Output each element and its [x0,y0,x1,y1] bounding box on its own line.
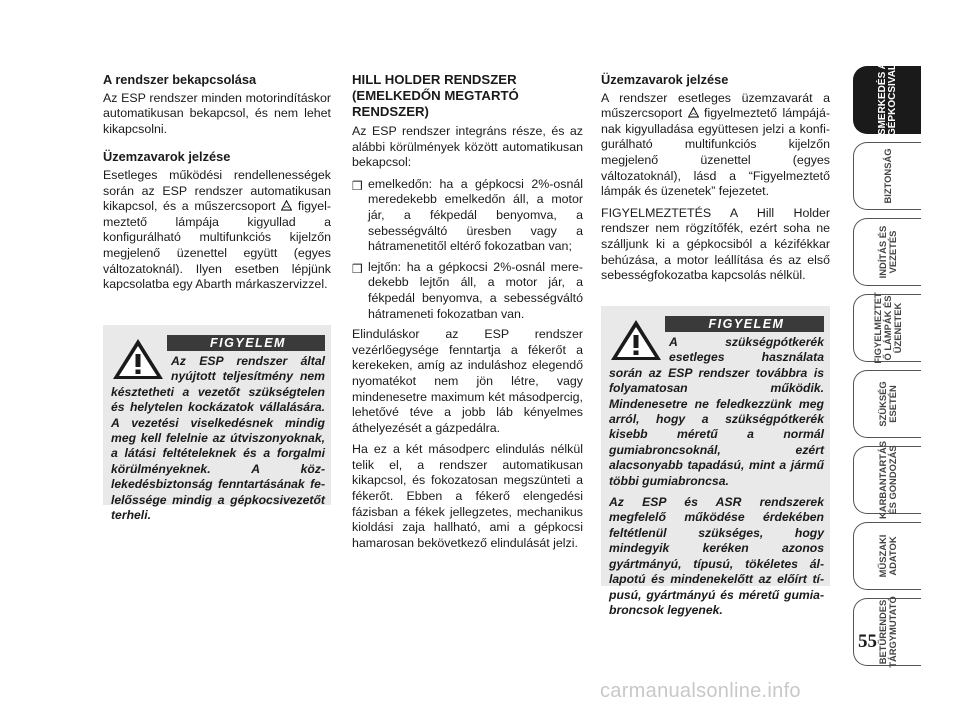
heading-fault-signal: Üzemzavarok jelzése [103,149,231,165]
esp-lamp-icon [688,107,699,118]
tab-label: FIGYELMEZTET Ő LÁMPÁK ÉS ÜZENETEK [871,292,903,364]
tab-getting-to-know[interactable] [853,62,921,138]
warning-banner: FIGYELEM [167,335,325,351]
warning-triangle-icon [609,318,663,362]
heading-fault-signal-2: Üzemzavarok jelzése [601,72,729,87]
column-2 [352,72,583,557]
heading-system-activation: A rendszer bekapcsolása [103,72,257,87]
warning-box-spare-wheel [601,306,830,617]
tab-label: BETŰRENDES TÁRGYMUTATÓ [876,596,898,668]
tab-label: INDÍTÁS ÉS VEZETÉS [876,225,898,279]
paragraph-hill-holder-warning: FIGYELMEZTETÉS A Hill Holder rendszer nem rögzítőfék, ezért soha ne szálljunk ki a gépkocsiból a kézifékkar behúzása, a motor leállítása és az első sebességfokozatba kapcsolás nélkül. [601,205,830,283]
warning-box-esp [103,325,331,523]
tab-safety[interactable] [853,142,921,210]
esp-lamp-icon [281,200,292,211]
paragraph-hill-holder-intro: Az ESP rendszer integráns része, és az alábbi körülmények között automatikusan bekapcsol: [352,124,583,170]
tab-technical-data[interactable] [853,522,921,590]
tab-label: KARBANTARTÁS ÉS GONDOZÁS [876,441,898,519]
paragraph-fault-signal: Esetleges működési rendellenességek során az ESP rendszer automatikusan kikapcsol, és a műszercsoport figyelmeztető lámpája kigyullad a konfigurálható multifunkciós kijelzőn megjelenő üzenettel együtt (egyes változatoknál). Ilyen esetben lépjünk kapcsolatba egy Abarth márkaszervizzel. [103,167,331,292]
column-1 [103,72,331,299]
warning-text: A szükségpótkerék esetleges használata során az ESP rendszer továbbra is folyamatosan működik. Mindenesetre ne feledkezzünk meg arról, hogy a szükségpótkerék kisebb méretű a normál gumiabroncsoknál, ezért alacsonyabb tapadású, mint a jármű többi gumiabroncsa. [609,335,824,488]
watermark: carmanualsonline.info [600,680,801,702]
page-number: 55 [858,631,877,652]
checkbox-bullet-icon: ❒ [352,178,363,193]
tab-starting-driving[interactable] [853,218,921,286]
column-3 [601,72,830,290]
checkbox-bullet-icon: ❒ [352,261,363,276]
warning-banner: FIGYELEM [665,316,824,332]
tab-label: BIZTONSÁG [881,148,893,204]
paragraph-hill-holder-release: Ha ez a két másodperc elindulás nélkül telik el, a rendszer automatikusan kikapcsol, és fokozatosan megszünteti a fékerőt. Ebben a fékerő elengedési fázisban a fékek jellegzetes, mechanikus kioldási zaja hallható, ami a gépkocsi hamarosan bekövetkező elindulását jelzi. [352,442,583,550]
paragraph-fault-signal-2: A rendszer esetleges üzemzavarát a műszercsoport figyelmeztető lámpájának kigyulladása együttesen jelzi a konfigurálható multifunkciós kijelzőn megjelenő üzenettel (egyes változatoknál), lásd a “Figyelmeztető lámpák és üzenetek” fejezetet. [601,90,830,199]
tab-maintenance[interactable] [853,441,921,519]
warning-text: Az ESP rendszer által nyújtott teljesítmény nem késztetheti a vezetőt szükségtelen és helytelen kockázatok vállalására. A vezetési viselkedésnek mindig meg kell felelnie az útviszonyoknak, a látási feltételeknek és a forgalmi körülményeknek. A közlekedésbiztonság fenntartásának felelőssége mindig a gépkocsivezetőt terheli. [111,354,325,523]
tab-label: MŰSZAKI ADATOK [876,534,898,578]
warning-text: Az ESP és ASR rendszerek megfelelő működése érdekében feltétlenül szükséges, hogy mindegyik keréken azonos gyártmányú, típusú, tökéletes állapotú és mindenekelőtt az előírt típusú, gyártmányú és méretű gumiabroncsok legyenek. [609,495,824,617]
tab-warning-lights[interactable] [853,294,921,362]
paragraph-hill-holder-start: Elinduláskor az ESP rendszer vezérlőegysége fenntartja a fékerőt a kerekeken, amíg az induláshoz elegendő nyomatékot nem jön létre, vagy mindenesetre maximum két másodpercig, lehetővé téve a jobb láb kényelmes áthelyezését a gázpedálra. [352,327,583,435]
tab-label: SZÜKSÉG ESETÉN [876,381,898,427]
warning-text-block [609,335,824,618]
paragraph-activation: Az ESP rendszer minden motorindításkor automatikusan bekapcsol, és nem lehet kikapcsolni. [103,90,331,136]
list-item: ❒ lejtőn: ha a gépkocsi 2%-osnál meredekebb lejtőn áll, a motor jár, a fékpedál benyomva, a sebességváltó hátrameneti fokozatban van. [352,259,583,321]
list-item: ❒ emelkedőn: ha a gépkocsi 2%-osnál meredekebb emelkedőn áll, a motor jár, a fékpedál benyomva, a sebességváltó üresben vagy a hátramenetitől eltérő fokozatban van; [352,176,583,254]
heading-hill-holder: HILL HOLDER RENDSZER (EMELKEDŐN MEGTARTÓ RENDSZER) [352,72,519,119]
warning-triangle-icon [111,337,165,381]
tab-label: ISMERKEDÉS A GÉPKOCSIVAL [876,62,898,138]
tab-emergency[interactable] [853,370,921,438]
